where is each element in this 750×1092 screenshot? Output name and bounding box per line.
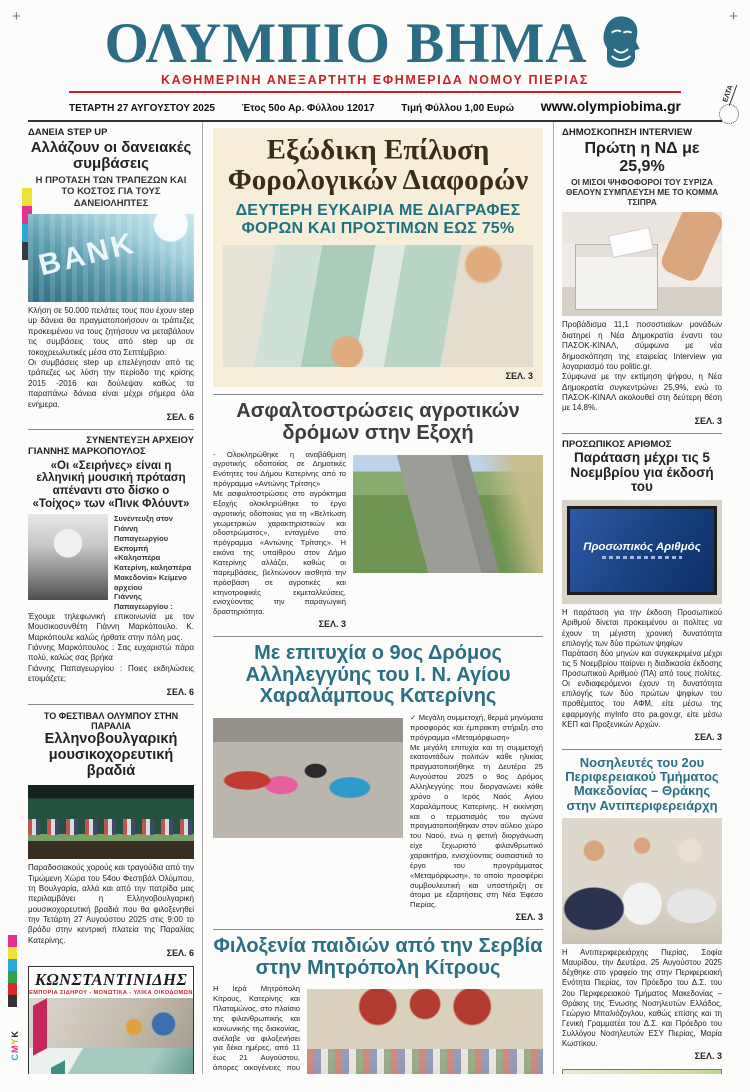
page-reference: ΣΕΛ. 3 xyxy=(694,1051,722,1062)
page-reference: ΣΕΛ. 3 xyxy=(318,619,346,630)
photo-side-caption: Συνέντευξη στον Γιάννη Παπαγεωργίου Εκπομπή «Καλησπέρα Κατερίνη, καλησπέρα Μακεδονία» Κείμενο αρχείου Γιάννης Παπαγεωργίου : xyxy=(114,514,192,612)
article-body: Η Ιερά Μητρόπολη Κίτρους, Κατερίνης και Πλαταμώνος, στο πλαίσιο της φιλανθρωπικής και κοινωνικής της διακονίας, ανέλαβε να φιλοξενήσει για δέκα ημέρες, από 11 έως 21 Αυγούστου, άπορες οικογένειες που xyxy=(213,984,300,1073)
page-reference: ΣΕΛ. 6 xyxy=(166,412,194,422)
screen-title: Προσωπικός Αριθμός xyxy=(583,541,701,554)
registration-cross-icon: + xyxy=(12,8,21,25)
issue-date: ΤΕΤΑΡΤΗ 27 ΑΥΓΟΥΣΤΟΥ 2025 xyxy=(69,103,215,114)
festival-stage-photo xyxy=(28,785,194,859)
article-kicker: ΔΑΝΕΙΑ STEP UP xyxy=(28,128,108,138)
advertiser-name: ΚΩΝΣΤΑΝΤΙΝΙΔΗΣ xyxy=(34,970,188,990)
article-headline: Ασφαλτοστρώσεις αγροτικών δρόμων στην Εξοχή xyxy=(236,400,520,444)
page-reference: ΣΕΛ. 3 xyxy=(694,415,722,426)
color-swatch xyxy=(8,935,17,947)
page-reference: ΣΕΛ. 3 xyxy=(515,912,543,923)
registration-cross-icon: + xyxy=(729,8,738,25)
group-photo xyxy=(307,989,543,1074)
lead-subhead: ΔΕΥΤΕΡΗ ΕΥΚΑΙΡΙΑ ΜΕ ΔΙΑΓΡΑΦΕΣ ΦΟΡΩΝ ΚΑΙ ΠΡΟΣΤΙΜΩΝ ΕΩΣ 75% xyxy=(235,202,521,237)
cmyk-letter: K xyxy=(10,1030,20,1038)
article-subhead: ΟΙ ΜΙΣΟΙ ΨΗΦΟΦΟΡΟΙ ΤΟΥ ΣΥΡΙΖΑ ΘΕΛΟΥΝ ΣΥΜΠΛΕΥΣΗ ΜΕ ΤΟ ΚΟΜΜΑ ΤΣΙΠΡΑ xyxy=(565,177,719,208)
article-headline: Νοσηλευτές του 2ου Περιφερειακού Τμήματος Μακεδονίας – Θράκης στην Αντιπεριφερειάρχη xyxy=(565,754,719,813)
article-kicker: ΤΟ ΦΕΣΤΙΒΑΛ ΟΛΥΜΠΟΥ ΣΤΗΝ ΠΑΡΑΛΙΑ xyxy=(43,710,179,731)
issue-number: Έτος 50ο Αρ. Φύλλου 12017 xyxy=(241,103,375,114)
article-body: Η παράταση για την έκδοση Προσωπικού Αριθμού δίνεται προκειμένου οι πολίτες να έχουν τη μέγιστη χρονική δυνατότητα επιλογής των δύο πρώτων ψηφίων Παράταση δύο μηνών και συγκεκριμένα μέχρι τις 5 Νοεμβρίου παίρνει η διαδικασία έκδοσης Προσωπικού Αριθμού (ΠΑ) από τους πολίτες. Οι ενδιαφερόμενοι έχουν τη δυνατότητα επιλογής των δύο πρώτων ψηφίων του προθέματος του ΑΦΜ, είτε μέσω της εφαρμογής myInfo στο pa.gov.gr, είτε μέσω ΚΕΠ και Προξενικών Αρχών. xyxy=(562,608,722,729)
article-headline: Ελληνοβουλγαρική μουσικοχορευτική βραδιά xyxy=(44,731,178,780)
article-body: ✓ Μεγάλη συμμετοχή, θερμά μηνύματα προσφοράς και έμπρακτη στήριξη στο πρόγραμμα «Μεταμόρφωση» Με μεγάλη επιτυχία και τη συμμετοχή εκατοντάδων πολιτών κάθε ηλικίας πραγματοποιήθηκε τη Δευτέρα 25 Αυγούστου 2025 ο 9ος Δρόμος Αλληλεγγύης που διοργανώνει κάθε χρόνο ο Ιερός Ναός Αγίου Χαραλάμπους Κατερίνης. Η εκκίνηση και ο τερματισμός του αγώνα πραγματοποιήθηκαν στον αύλειο χώρο του Ναού, ενώ η φετινή διοργάνωση είχε ξεχωριστό φιλανθρωπικό χαρακτήρα, ενισχύοντας ουσιαστικά το έργο του προγράμματος «Μεταμόρφωση», το οποίο προσφέρει συμβουλευτική και υποστήριξη σε άτομα με εξαρτήσεις στη Νέα Έφεσο Πιερίας. xyxy=(410,712,543,910)
elta-mark: ΕΛΤΑ xyxy=(721,82,738,106)
rural-road-photo xyxy=(353,455,543,573)
article-body: Έχουμε τηλεφωνική επικοινωνία με τον Μουσικοσυνθέτη Γιάννη Μαρκόπουλο. Κ. Μαρκόπουλε καλώς ήρθατε στην πόλη μας. Γιάννης Μαρκόπουλος : Σας ευχαριστώ πάρα πολύ, καλώς σας βρήκα Γιάννης Παπαγεωργίου : Ποιες εκδηλώσεις ετοιμάζετε; xyxy=(28,611,194,684)
lead-headline: Εξώδικη Επίλυση Φορολογικών Διαφορών xyxy=(227,134,529,196)
bank-building-photo xyxy=(28,214,194,302)
article-body: - Ολοκληρώθηκε η αναβάθμιση αγροτικής οδοποιίας σε Δημοτικές Ενότητες του Δήμου Κατερίνης από το πρόγραμμα «Αντώνης Τρίτσης» Με ασφαλτοστρώσεις στο αγρόκτημα Εξοχής ολοκληρώθηκε το έργο αγροτικής οδοποιίας για τη «Βελτίωση γεωμετρικών χαρακτηριστικών και οδοστρώματος», ενταγμένο στο πρόγραμμα «Αντώνης Τρίτσης». Η εικόνα της υπαίθρου στον Δήμο Κατερίνης αλλάζει, καθώς οι παρεμβάσεις, βελτιώνουν αισθητά την πρόσβαση σε αγροτικές και κτηνοτροφικές εκμεταλλεύσεις, ενισχύοντας την παραγωγική δραστηριότητα. xyxy=(213,449,346,617)
ballot-box-photo xyxy=(562,212,722,316)
color-swatch xyxy=(22,188,32,206)
page-reference: ΣΕΛ. 6 xyxy=(166,948,194,959)
officials-group-photo xyxy=(562,818,722,944)
cmyk-color-bar xyxy=(8,935,17,1007)
cmyk-letter: M xyxy=(10,1044,20,1054)
website-url: www.olympiobima.gr xyxy=(540,98,681,114)
konstantinidis-ad xyxy=(28,966,194,1074)
cmyk-letter: C xyxy=(10,1053,20,1061)
right-column xyxy=(554,122,722,1074)
decor-ribbon xyxy=(33,999,47,1056)
article-kicker: ΠΡΟΣΩΠΙΚΟΣ ΑΡΙΘΜΟΣ xyxy=(562,438,672,450)
construction-photo xyxy=(29,998,193,1048)
runners-photo xyxy=(213,718,403,838)
color-swatch xyxy=(8,971,17,983)
article-headline: Πρώτη η ΝΔ με 25,9% xyxy=(584,139,700,175)
cmyk-letter: Y xyxy=(10,1037,20,1045)
lead-article-tax-resolution xyxy=(213,128,543,387)
zeus-bust-icon xyxy=(596,14,646,70)
presentation-screen-photo xyxy=(562,500,722,604)
ad-photo-collage xyxy=(29,998,193,1074)
postal-circle-stamp-icon xyxy=(719,104,739,124)
bank-sign-label: BANK xyxy=(35,226,140,283)
screen-subtext-detail xyxy=(602,556,683,559)
center-column xyxy=(202,122,554,1074)
article-subhead: Η ΠΡΟΤΑΣΗ ΤΩΝ ΤΡΑΠΕΖΩΝ ΚΑΙ ΤΟ ΚΟΣΤΟΣ ΓΙΑ ΤΟΥΣ ΔΑΝΕΙΟΛΗΠΤΕΣ xyxy=(35,174,187,209)
article-headline: Αλλάζουν οι δανειακές συμβάσεις xyxy=(30,138,192,173)
article-serbia-children xyxy=(213,929,543,1074)
article-festival-evening xyxy=(28,704,194,959)
left-column xyxy=(28,122,202,1074)
article-poll-interview xyxy=(562,128,722,426)
color-swatch xyxy=(8,959,17,971)
masthead xyxy=(28,0,736,122)
cmyk-label xyxy=(10,1030,20,1061)
newspaper-subtitle: ΚΑΘΗΜΕΡΙΝΗ ΑΝΕΞΑΡΤΗΤΗ ΕΦΗΜΕΡΙΔΑ ΝΟΜΟΥ ΠΙΕΡΙΑΣ xyxy=(69,73,681,93)
article-markopoulos-interview xyxy=(28,429,194,697)
article-kicker: ΣΥΝΕΝΤΕΥΞΗ ΑΡΧΕΙΟΥ xyxy=(86,435,194,446)
article-headline: Με επιτυχία ο 9ος Δρόμος Αλληλεγγύης του Ι. Ν. Αγίου Χαραλάμπους Κατερίνης xyxy=(245,642,511,708)
article-body: Προβάδισμα 11,1 ποσοστιαίων μονάδων διατηρεί η Νέα Δημοκρατία έναντι του ΠΑΣΟΚ-ΚΙΝΑΛ, σύμφωνα με νέα δημοσκόπηση της εταιρείας Interview για λογαριασμό του politic.gr. Σύμφωνα με την εκτίμηση ψήφου, η Νέα Δημοκρατία συγκεντρώνει 25,9%, ενώ το ΠΑΣΟΚ-ΚΙΝΑΛ ακολουθεί στη δεύτερη θέση με 14,8%. xyxy=(562,320,722,413)
article-headline: Φιλοξενία παιδιών από την Σερβία στην Μητρόπολη Κίτρους xyxy=(213,935,543,979)
article-body: Παραδοσιακούς χορούς και τραγούδια από την Τιμώμενη Χώρα του 54ου Φεστιβάλ Ολύμπου, τη Βουλγαρία, αλλά και από την πατρίδα μας περιλαμβάνει η Ελληνοβουλγαρική μουσικοχορευτική βραδιά που θα φιλοξενηθεί την Τετάρτη 27 Αυγούστου 2025 στις 9:00 το βράδυ στην κεντρική πλατεία της Παραλίας Κατερίνης. xyxy=(28,863,194,945)
article-kicker: ΔΗΜΟΣΚΟΠΗΣΗ INTERVIEW xyxy=(562,128,693,138)
page-reference: ΣΕΛ. 3 xyxy=(505,371,533,382)
page-reference: ΣΕΛ. 6 xyxy=(166,686,194,697)
article-body: Κλήση σε 50.000 πελάτες τους που έχουν step up δάνεια θα πραγματοποιήσουν οι τράπεζες προκειμένου να τους ζητήσουν να μεταβάλουν τις συμβάσεις τους από step up σε τοκοχρεωλυτικές μέσα στο Σεπτέμβριο. Οι συμβάσεις step up επελέγησαν από τις τράπεζες ως λύση την περίοδο της κρίσης 2015 -2016 και δούλεψαν καθώς τα παραπάνω δάνεια είναι μέχρι σήμερα όλα ενήμερα. xyxy=(28,306,194,409)
article-rural-roads xyxy=(213,394,543,629)
article-personal-number xyxy=(562,433,722,742)
article-nurses-visit xyxy=(562,749,722,1061)
postal-stamp xyxy=(718,82,740,124)
basdara-tutoring-ad xyxy=(562,1069,722,1074)
article-body: Η Αντιπεριφερειάρχης Πιερίας, Σοφία Μαυρίδου, την Δευτέρα, 25 Αυγούστου 2025 δέχθηκε στο γραφείο της στην Περιφερειακή Ενότητα Πιερίας, τον Πρόεδρο του Δ.Σ. του 2ου Περιφερειακού Τμήματος Μακεδονίας – Θράκης της Ένωσης Νοσηλευτών Ελλάδος, Γεώργιο Μπαλιόζογλου, καθώς επίσης και τη Γενική Γραμματέα του Δ.Σ. και Πρόεδρο του Συλλόγου Νοσηλευτών ΕΣΥ Πιερίας, Μαρία Κωστίκου. xyxy=(562,948,722,1049)
color-swatch xyxy=(8,995,17,1007)
article-step-up-loans xyxy=(28,128,194,422)
screen-detail xyxy=(567,506,717,595)
newspaper-title: ΟΛΥΜΠΙΟ ΒΗΜΑ xyxy=(104,11,588,75)
color-swatch xyxy=(8,947,17,959)
color-swatch xyxy=(8,983,17,995)
article-headline: «Οι «Σειρήνες» είναι η ελληνική μουσική πρόταση απέναντι στο δίσκο ο «Τοίχος» των «Πινκ Φλόυντ» xyxy=(32,459,190,510)
advertiser-tagline: ΕΜΠΟΡΙΑ ΣΙΔΗΡΟΥ - ΜΟΝΩΤΙΚΑ - ΥΛΙΚΑ ΟΙΚΟΔΟΜΩΝ xyxy=(29,990,193,997)
article-headline: Παράταση μέχρι τις 5 Νοεμβρίου για έκδοσή του xyxy=(570,449,714,495)
issue-price: Τιμή Φύλλου 1,00 Ευρώ xyxy=(401,103,515,114)
tax-documents-photo xyxy=(223,245,533,367)
article-solidarity-run xyxy=(213,636,543,922)
markopoulos-portrait-photo xyxy=(28,514,108,600)
page-reference: ΣΕΛ. 3 xyxy=(694,731,722,742)
article-kicker: ΓΙΑΝΝΗΣ ΜΑΡΚΟΠΟΥΛΟΣ xyxy=(28,445,146,457)
